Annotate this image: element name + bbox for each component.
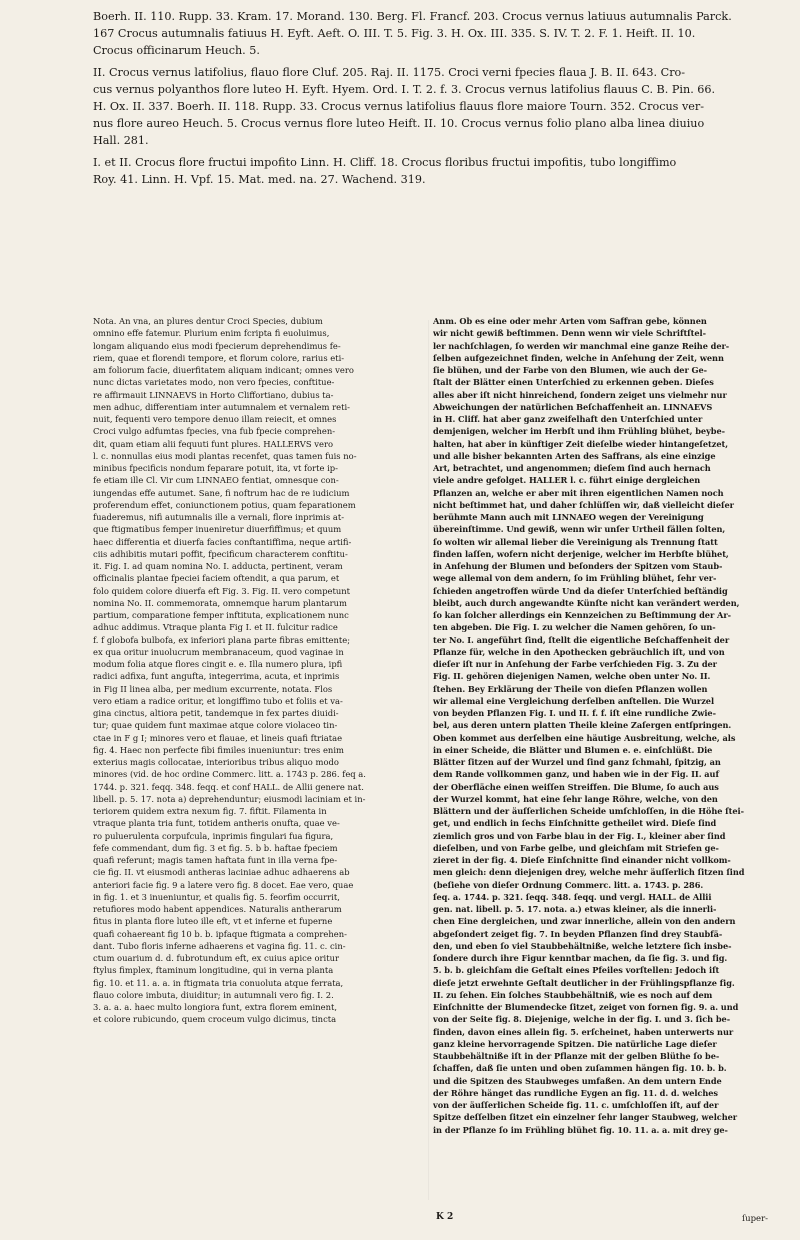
latin-text-line: 3. a. a. a. haec multo longiora funt, extra florem eminent, — [93, 1002, 338, 1012]
german-text-line: alles aber iſt nicht hinreichend, ſondern zeiget uns vielmehr nur — [433, 389, 727, 400]
german-text-line: Anm. Ob es eine oder mehr Arten vom Saffran gebe, können — [433, 316, 707, 326]
latin-text-line: am foliorum facie, diuerfitatem aliquam indicant; omnes vero — [93, 365, 354, 375]
header-line-10: Roy. 41. Linn. H. Vpf. 15. Mat. med. na. 27. Wachend. 319. — [93, 173, 426, 186]
latin-text-line: ctae in F g I; minores vero et flauae, et lineis quafi ftriatae — [93, 732, 343, 743]
german-text-line: ſie blühen, und der Farbe von den Blumen, wie auch der Ge- — [433, 365, 707, 375]
latin-text-line: ciis adhibitis mutari poffit, fpecificum characterem conftitu- — [93, 548, 348, 559]
latin-text-line: vero etiam a radice oritur, et longiffimo tubo et foliis et va- — [93, 695, 343, 706]
latin-text-line: iungendas effe autumet. Sane, fi noftrum hac de re iudicium — [93, 487, 350, 498]
german-text-line: gen. nat. libell. p. 5. 17. nota. a.) etwas kleiner, als die innerli- — [433, 904, 717, 914]
german-text-line: Art, betrachtet, und angenommen; dieſem ſind auch hernach — [433, 463, 711, 473]
german-text-line: viele andre gefolget. HALLER l. c. führt einige dergleichen — [433, 475, 701, 486]
german-text-line: in Anſehung der Blumen und beſonders der Spitzen vom Staub- — [433, 561, 723, 571]
latin-text-line: in fig. 1. et 3 inueniuntur, et qualis fig. 5. feorfim occurrit, — [93, 891, 340, 902]
latin-text-line: anteriori facie fig. 9 a latere vero fig. 8 docet. Eae vero, quae — [93, 879, 354, 890]
latin-text-line: riem, quae et florendi tempore, et florum colore, rarius eti- — [93, 352, 345, 363]
german-text-line: get, und endlich in ſechs Einſchnitte getheilet wird. Dieſe ſind — [433, 818, 717, 829]
latin-text-line: omnino effe fatemur. Plurium enim fcripta fi euoluimus, — [93, 328, 330, 339]
german-text-line: dem Rande vollkommen ganz, und haben wie in der Fig. II. auf — [433, 769, 719, 780]
german-text-line: finden laſſen, wofern nicht derjenige, welcher im Herbſte blühet, — [433, 548, 729, 559]
latin-text-line: in Fig II linea alba, per medium excurrente, notata. Flos — [93, 683, 333, 694]
catchword: ſuper- — [742, 1214, 769, 1224]
german-text-line: ter No. I. angeführt ſind, ſtellt die eigentliche Beſchaffenheit der — [433, 634, 730, 645]
german-text-line: finden, davon eines allein fig. 5. erſcheinet, haben unterwerts nur — [433, 1026, 734, 1037]
latin-text-line: Nota. An vna, an plures dentur Croci Species, dubium — [93, 316, 323, 326]
latin-text-line: partium, comparatione femper inftituta, explicationem nunc — [93, 610, 349, 620]
latin-text-line: que ftigmatibus femper inueniretur diuerfiffimus; et quum — [93, 524, 342, 535]
german-text-line: ten abgeben. Die Fig. I. zu welcher die Namen gehören, ſo un- — [433, 622, 716, 633]
german-text-line: zieret in der fig. 4. Dieſe Einſchnitte ſind einander nicht vollkom- — [433, 855, 731, 865]
latin-text-line: cie fig. II. vt eiusmodi antheras laciniae adhuc adhaerens ab — [93, 867, 350, 878]
german-text-line: der Oberfläche einen weiſſen Streiffen. Die Blume, ſo auch aus — [433, 781, 719, 792]
german-text-line: ſeq. a. 1744. p. 321. ſeqq. 348. ſeqq. und vergl. HALL. de Allii — [433, 891, 712, 902]
german-text-line: Spitze deſſelben ſitzet ein einzelner ſehr langer Staubweg, welcher — [433, 1112, 738, 1123]
header-line-3: Crocus officinarum Heuch. 5. — [93, 44, 260, 57]
latin-text-line: adhuc addimus. Vtraque planta Fig I. et II. fulcitur radice — [93, 622, 338, 633]
german-text-line: nicht beſtimmet hat, und daher ſchlüſſen wir, daß vielleicht dieſer — [433, 499, 734, 510]
german-text-line: in der Pflanze ſo im Frühling blühet fig. 10. 11. a. a. mit drey ge- — [433, 1124, 728, 1135]
german-text-line: ſchaffen, daß ſie unten und oben zuſammen hängen fig. 10. b. b. — [433, 1063, 727, 1074]
latin-text-line: fig. 4. Haec non perfecte fibi fimiles inueniuntur: tres enim — [93, 744, 344, 755]
latin-text-line: nunc dictas varietates modo, non vero fpecies, conftitue- — [93, 377, 335, 388]
latin-text-line: vtraque planta tria funt, totidem antheris onufta, quae ve- — [93, 818, 340, 829]
latin-text-line: ctum ouarium d. d. fubrotundum eft, ex cuius apice oritur — [93, 953, 339, 963]
latin-text-line: haec differentia et diuerfa facies conftantiffima, neque artifi- — [93, 536, 352, 547]
german-text-line: ſchieden angetroffen würde Und da dieſer Unterſchied beſtändig — [433, 585, 728, 596]
latin-text-line: gina cinctus, altiora petit, tandemque in fex partes diuidi- — [93, 708, 339, 718]
german-text-line: der Röhre hänget das rundliche Eygen an fig. 11. d. d. welches — [433, 1087, 718, 1098]
german-text-line: wir nicht gewiß beſtimmen. Denn wenn wir viele Schriftſtel- — [433, 328, 706, 339]
german-text-line: Fig. II. gehören diejenigen Namen, welche oben unter No. II. — [433, 671, 711, 682]
latin-text-line: fe etiam ille Cl. Vir cum LINNAEO fentiat, omnesque con- — [93, 475, 339, 486]
german-text-line: ler nachſchlagen, ſo werden wir manchmal eine ganze Reihe der- — [433, 340, 730, 351]
latin-text-line: fitus in planta flore luteo ille eft, vt et inferne et fuperne — [93, 916, 333, 927]
german-text-line: Staubbehältniße iſt in der Pflanze mit der gelben Blüthe ſo be- — [433, 1051, 720, 1061]
german-text-line: ſo kan ſolcher allerdings ein Kennzeichen zu Beſtimmung der Ar- — [433, 610, 731, 620]
latin-text-line: nomina No. II. commemorata, omnemque harum plantarum — [93, 597, 347, 608]
german-text-line: Pflanze für, welche in den Apothecken gebräuchlich iſt, und von — [433, 646, 725, 657]
german-text-line: 5. b. b. gleichſam die Geſtalt eines Pfeiles vorſtellen: Jedoch iſt — [433, 965, 720, 976]
latin-text-line: men adhuc, differentiam inter autumnalem et vernalem reti- — [93, 401, 350, 412]
german-text-line: übereinſtimme. Und gewiß, wenn wir unſer Urtheil fällen ſolten, — [433, 524, 726, 535]
german-text-line: in einer Scheide, die Blätter und Blumen e. e. einſchlüßt. Die — [433, 744, 713, 755]
german-text-line: abgeſondert zeiget fig. 7. In beyden Pflanzen ſind drey Staubfä- — [433, 928, 723, 939]
german-text-line: men gleich: denn diejenigen drey, welche mehr äuſſerlich ſitzen ſind — [433, 867, 745, 878]
latin-text-line: longam aliquando eius modi fpecierum deprehendimus fe- — [93, 340, 341, 351]
header-line-8: Hall. 281. — [93, 134, 149, 147]
german-text-line: wege allemal von dem andern, ſo im Frühling blühet, ſehr ver- — [433, 573, 717, 584]
latin-text-line: it. Fig. I. ad quam nomina No. I. adducta, pertinent, veram — [93, 561, 343, 571]
german-text-line: halten, hat aber in künftiger Zeit dieſelbe wieder hintangeſetzet, — [433, 438, 729, 449]
german-text-line: dieſelben, und von Farbe gelbe, und gleichſam mit Striefen ge- — [433, 842, 719, 853]
latin-text-line: modum folia atque flores cingit e. e. Illa numero plura, ipfi — [93, 659, 343, 669]
latin-text-line: quafi referunt; magis tamen haftata funt in illa verna fpe- — [93, 855, 338, 865]
latin-text-line: libell. p. 5. 17. nota a) deprehenduntur; eiusmodi laciniam et in- — [93, 793, 366, 804]
latin-text-line: et colore rubicundo, quem croceum vulgo dicimus, tincta — [93, 1014, 337, 1025]
german-text-line: Pflanzen an, welche er aber mit ihren eigentlichen Namen noch — [433, 487, 724, 498]
german-text-line: ſondere durch ihre Figur kenntbar machen, da ſie fig. 3. und fig. — [433, 953, 728, 963]
german-text-line: ſo wolten wir allemal lieber die Vereinigung als Trennung ſtatt — [433, 536, 718, 547]
german-text-line: dieſe jetzt erwehnte Geſtalt deutlicher in der Frühlingspflanze fig. — [433, 977, 735, 988]
latin-text-line: fig. 10. et 11. a. a. in ftigmata tria conuoluta atque ferrata, — [93, 977, 344, 988]
header-line-9: I. et II. Crocus flore fructui impofito Linn. H. Cliff. 18. Crocus floribus fructui impofitis, tubo longiffimo — [93, 156, 677, 169]
german-text-line: von der Seite fig. 8. Diejenige, welche in der fig. I. und 3. ſich be- — [433, 1014, 731, 1025]
german-text-line: Abweichungen der natürlichen Beſchaffenheit an. LINNAEVS — [433, 401, 713, 412]
header-line-5: cus vernus polyanthos flore luteo H. Eyft. Hyem. Ord. I. T. 2. f. 3. Crocus vernus latifolius flauus C. B. Pin. 66. — [93, 83, 716, 96]
latin-text-line: l. c. nonnullas eius modi plantas recenfet, quas tamen fuis no- — [93, 450, 357, 461]
latin-text-line: Croci vulgo adfumtas fpecies, vna fub fpecie comprehen- — [93, 426, 336, 437]
latin-text-line: nuit, fequenti vero tempore denuo illam reiecit, et omnes — [93, 414, 337, 424]
header-line-4: II. Crocus vernus latifolius, flauo flore Cluf. 205. Raj. II. 1175. Croci verni fpecies flaua J. B. II. 643. Cro- — [93, 66, 686, 79]
latin-text-line: proferendum effet, coniunctionem potius, quam feparationem — [93, 499, 356, 510]
latin-text-line: ftylus fimplex, ftaminum longitudine, qui in verna planta — [93, 965, 334, 976]
latin-text-line: quafi cohaereant fig 10 b. b. ipfaque ftigmata a comprehen- — [93, 928, 347, 939]
latin-text-line: teriorem quidem extra nexum fig. 7. fiftit. Filamenta in — [93, 806, 327, 816]
german-text-line: berühmte Mann auch mit LINNAEO wegen der Vereinigung — [433, 512, 704, 522]
german-text-line: ſtehen. Bey Erklärung der Theile von dieſen Pflanzen wollen — [433, 683, 708, 694]
latin-text-line: fefe commendant, dum fig. 3 et fig. 5. b b. haftae fpeciem — [93, 842, 338, 853]
german-text-line: ſtalt der Blätter einen Unterſchied zu erkennen geben. Dieſes — [433, 377, 714, 388]
german-text-line: ziemlich gros und von Farbe blau in der Fig. I., kleiner aber ſind — [433, 830, 726, 841]
german-text-line: in H. Cliff. hat aber ganz zweifelhaft den Unterſchied unter — [433, 414, 703, 424]
german-text-line: und die Spitzen des Staubweges umfaßen. An dem untern Ende — [433, 1075, 722, 1086]
german-text-line: wir allemal eine Vergleichung derſelben anſtellen. Die Wurzel — [433, 695, 715, 706]
latin-text-line: radici adfixa, funt angufta, integerrima, acuta, et inprimis — [93, 671, 340, 682]
german-text-line: II. zu ſehen. Ein ſolches Staubbehältniß, wie es noch auf dem — [433, 989, 713, 1000]
latin-text-line: exterius magis collocatae, interioribus tribus aliquo modo — [93, 757, 339, 767]
latin-text-line: re affirmauit LINNAEVS in Horto Cliffortiano, dubius ta- — [93, 389, 334, 400]
header-line-6: H. Ox. II. 337. Boerh. II. 118. Rupp. 33. Crocus vernus latifolius flauus flore maiore Tourn. 352. Crocus ver- — [93, 100, 705, 113]
german-text-line: ſelben aufgezeichnet finden, welche in Anſehung der Zeit, wenn — [433, 352, 724, 363]
german-text-line: Blättern und der äuſſerlichen Scheide umſchloſſen, in die Höhe ſtei- — [433, 806, 744, 816]
german-text-line: dieſer iſt nur in Anſehung der Farbe verſchieden Fig. 3. Zu der — [433, 659, 717, 669]
latin-text-line: officinalis plantae fpeciei faciem oftendit, a qua parum, et — [93, 573, 340, 584]
german-text-line: Oben kommet aus derſelben eine häutige Ausbreitung, welche, als — [433, 732, 736, 743]
german-text-line: Blätter ſitzen auf der Wurzel und ſind ganz ſchmahl, ſpitzig, an — [433, 757, 721, 767]
german-text-line: (beſiehe von dieſer Ordnung Commerc. litt. a. 1743. p. 286. — [433, 879, 704, 890]
latin-text-line: ro puluerulenta corpufcula, inprimis fingulari fua figura, — [93, 830, 334, 841]
german-text-line: und alle bisher bekannten Arten des Saffrans, als eine einzige — [433, 450, 716, 461]
header-line-7: nus flore aureo Heuch. 5. Crocus vernus flore luteo Heift. II. 10. Crocus vernus folio plano alba linea diuiuo — [93, 117, 705, 130]
latin-text-line: minores (vid. de hoc ordine Commerc. litt. a. 1743 p. 286. feq a. — [93, 769, 366, 780]
german-text-line: den, und eben ſo viel Staubbehältniße, welche letztere ſich insbe- — [433, 940, 732, 951]
german-text-line: bleibt, auch durch angewandte Künſte nicht kan verändert werden, — [433, 597, 740, 608]
german-text-line: chen Eine dergleichen, und zwar innerliche, allein von den andern — [433, 916, 736, 927]
header-line-2: 167 Crocus autumnalis fatiuus H. Eyft. Aeft. O. III. T. 5. Fig. 3. H. Ox. III. 335. S. IV. T. 2. F. 1. Heift. II. 10. — [93, 27, 696, 40]
german-text-line: demjenigen, welcher im Herbſt und ihm Frühling blühet, beybe- — [433, 426, 725, 437]
german-column — [433, 315, 773, 1136]
header-line-1: Boerh. II. 110. Rupp. 33. Kram. 17. Morand. 130. Berg. Fl. Francf. 203. Crocus vernus latiuus autumnalis Parck. — [93, 10, 732, 23]
german-text-line: von der äuſſerlichen Scheide fig. 11. c. umſchloſſen iſt, auf der — [433, 1100, 719, 1110]
german-text-line: der Wurzel kommt, hat eine ſehr lange Röhre, welche, von den — [433, 793, 718, 804]
latin-text-line: retufiores modo habent appendices. Naturalis antherarum — [93, 904, 342, 914]
latin-text-line: fuaderemus, nifi autumnalis ille a vernali, flore inprimis at- — [93, 512, 345, 522]
latin-column — [93, 315, 423, 1026]
latin-text-line: ex qua oritur inuolucrum membranaceum, quod vaginae in — [93, 646, 344, 657]
latin-text-line: dant. Tubo floris inferne adhaerens et vagina fig. 11. c. cin- — [93, 940, 346, 951]
latin-text-line: minibus fpecificis nondum feparare potuit, ita, vt forte ip- — [93, 463, 338, 473]
latin-text-line: tur; quae quidem funt maximae atque colore violaceo tin- — [93, 720, 338, 731]
latin-text-line: dit, quam etiam alii fequuti funt plures. HALLERVS vero — [93, 438, 333, 449]
signature-mark: K 2 — [436, 1212, 454, 1222]
german-text-line: bel, aus deren untern platten Theile kleine Zaſergen entſpringen. — [433, 720, 732, 731]
latin-text-line: flauo colore imbuta, diuiditur; in autumnali vero fig. I. 2. — [93, 989, 334, 1000]
page-fold-shadow — [428, 320, 429, 1200]
german-text-line: von beyden Pflanzen Fig. I. und II. f. f. iſt eine rundliche Zwie- — [433, 708, 716, 718]
german-text-line: ganz kleine hervorragende Spitzen. Die natürliche Lage dieſer — [433, 1038, 717, 1049]
latin-text-line: folo quidem colore diuerfa eft Fig. 3. Fig. II. vero competunt — [93, 585, 351, 596]
german-text-line: Einſchnitte der Blumendecke ſitzet, zeiget von fornen fig. 9. a. und — [433, 1002, 739, 1012]
latin-text-line: f. f globofa bulbofa, ex inferiori plana parte fibras emittente; — [93, 634, 351, 645]
latin-text-line: 1744. p. 321. feqq. 348. feqq. et conf HALL. de Allii genere nat. — [93, 781, 364, 792]
